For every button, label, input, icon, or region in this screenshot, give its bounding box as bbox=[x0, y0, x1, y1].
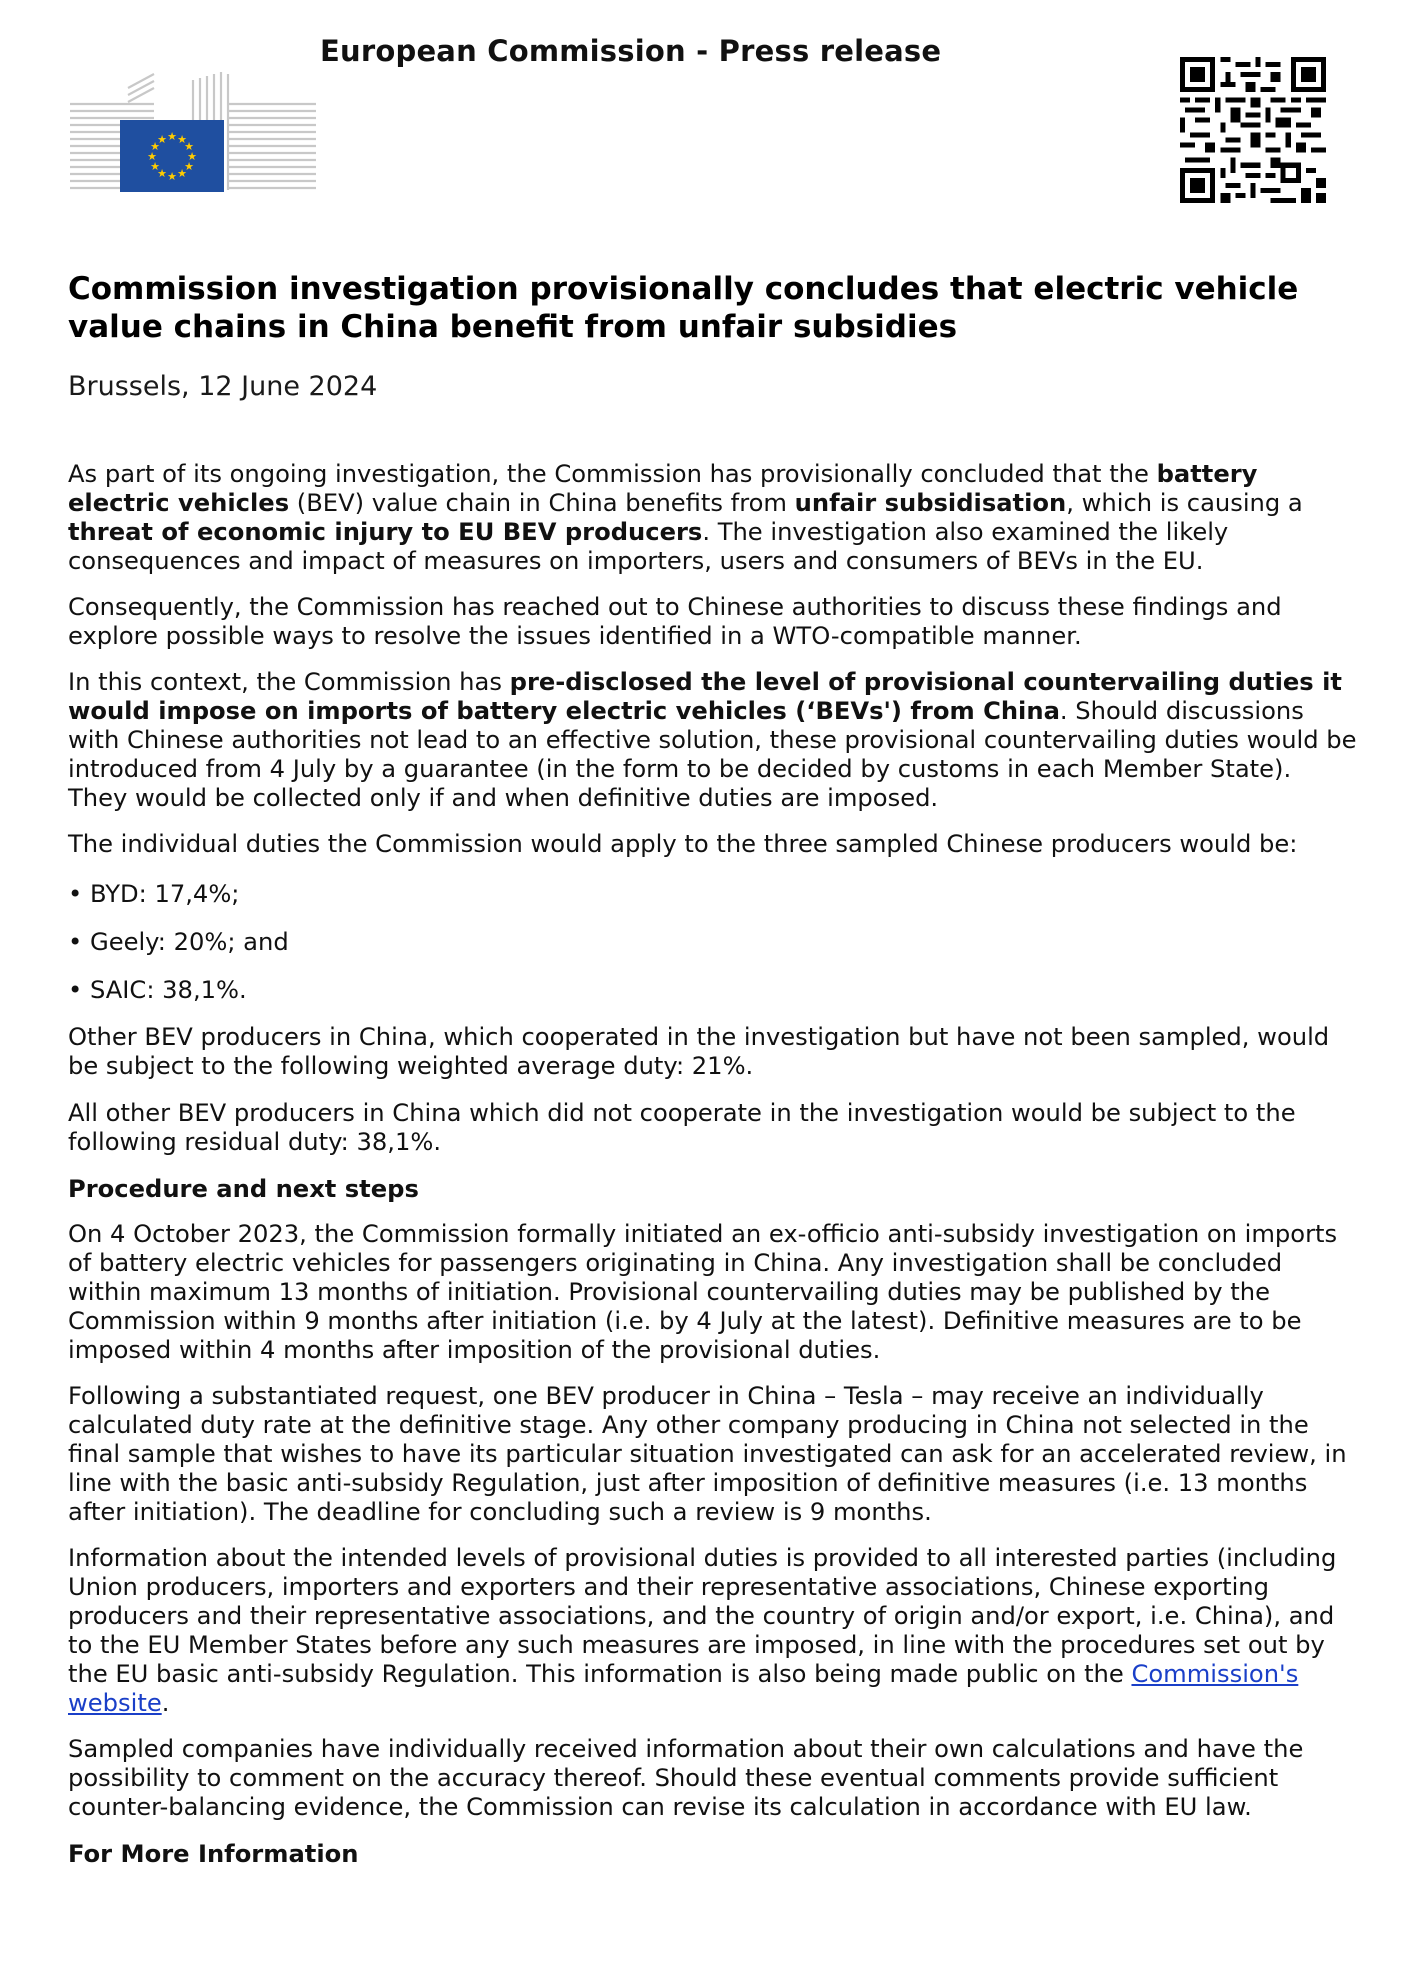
paragraph-sampled-companies: Sampled companies have individually received information about their own calculations and have the possibility to comment on the accuracy thereof. Should these eventual comments provide sufficient counter-balancing evidence, the Commission can revise its calculation in accordance with EU law. bbox=[68, 1735, 1304, 1821]
svg-text:★: ★ bbox=[184, 140, 194, 153]
paragraph-procedure: On 4 October 2023, the Commission formally initiated an ex-officio anti-subsidy investigation on imports of battery electric vehicles for passengers originating in China. Any investigation shall be concluded within maximum 13 months of initiation. Provisional countervailing duties may be published by the Commission within 9 months after initiation (i.e. by 4 July at the latest). Definitive measures are to be imposed within 4 months after imposition of the provisional duties. bbox=[68, 1220, 1338, 1364]
svg-text:★: ★ bbox=[150, 160, 160, 173]
press-release-article bbox=[68, 270, 1358, 1885]
article-body bbox=[68, 460, 1358, 1869]
text-run: In this context, the Commission has bbox=[68, 668, 510, 696]
svg-text:★: ★ bbox=[147, 150, 157, 163]
commission-website-link[interactable]: Commission's website bbox=[68, 1660, 1299, 1717]
svg-text:★: ★ bbox=[150, 140, 160, 153]
text-run: (BEV) value chain in China benefits from bbox=[289, 489, 795, 517]
paragraph-pre-disclosure bbox=[68, 668, 1358, 813]
section-heading-procedure: Procedure and next steps bbox=[68, 1175, 419, 1203]
bold-run: battery electric vehicles bbox=[68, 460, 1258, 517]
dateline: Brussels, 12 June 2024 bbox=[68, 371, 378, 402]
text-run: Information about the intended levels of provisional duties is provided to all interested parties (including Union producers, importers and exporters and their representative associations, Chinese exporting producers and their representative associations, and the country of origin and/or export, i.e. China), and to the EU Member States before any such measures are imposed, in line with the procedures set out by the EU basic anti-subsidy Regulation. This information is also being made public on the bbox=[68, 1544, 1337, 1688]
paragraph-findings bbox=[68, 460, 1358, 576]
svg-text:★: ★ bbox=[187, 150, 197, 163]
section-heading-more-information: For More Information bbox=[68, 1840, 359, 1868]
text-run: , which is causing a bbox=[1066, 489, 1303, 517]
bold-run: pre-disclosed the level of provisional countervailing duties it would impose on imports of battery electric vehicles (‘BEVs') from China bbox=[68, 668, 1342, 725]
list-item-byd: • BYD: 17,4%; bbox=[68, 880, 240, 908]
svg-text:★: ★ bbox=[184, 160, 194, 173]
headline: Commission investigation provisionally concludes that electric vehicle value chains in China benefit from unfair subsidies bbox=[68, 271, 1299, 345]
paragraph-residual-duty: All other BEV producers in China which did not cooperate in the investigation would be subject to the following residual duty: 38,1%. bbox=[68, 1099, 1296, 1156]
svg-text:★: ★ bbox=[167, 130, 177, 143]
text-run: . bbox=[161, 1689, 170, 1717]
paragraph-individual-duties: The individual duties the Commission would apply to the three sampled Chinese producers would be: bbox=[68, 830, 1298, 858]
text-run: . The investigation also examined the likely consequences and impact of measures on importers, users and consumers of BEVs in the EU. bbox=[68, 518, 1229, 575]
press-release-header: European Commission - Press release bbox=[320, 34, 942, 68]
svg-text:★: ★ bbox=[157, 133, 167, 146]
text-run: As part of its ongoing investigation, the Commission has provisionally concluded that the bbox=[68, 460, 1157, 488]
svg-text:★: ★ bbox=[177, 133, 187, 146]
eu-commission-logo-icon bbox=[68, 70, 318, 196]
svg-text:★: ★ bbox=[157, 167, 167, 180]
list-item-geely: • Geely: 20%; and bbox=[68, 928, 289, 956]
paragraph-information bbox=[68, 1544, 1358, 1718]
svg-text:★: ★ bbox=[177, 167, 187, 180]
svg-text:★: ★ bbox=[167, 170, 177, 183]
bold-run: threat of economic injury to EU BEV producers bbox=[68, 518, 703, 546]
qr-code-icon bbox=[1180, 57, 1326, 203]
bold-run: unfair subsidisation bbox=[794, 489, 1067, 517]
text-run: . Should discussions with Chinese authorities not lead to an effective solution, these provisional countervailing duties would be introduced from 4 July by a guarantee (in the form to be decided by customs in each Member State). They would be collected only if and when definitive duties are imposed. bbox=[68, 697, 1357, 812]
paragraph-outreach: Consequently, the Commission has reached out to Chinese authorities to discuss these findings and explore possible ways to resolve the issues identified in a WTO-compatible manner. bbox=[68, 593, 1282, 650]
list-item-saic: • SAIC: 38,1%. bbox=[68, 976, 247, 1004]
paragraph-cooperating-producers: Other BEV producers in China, which cooperated in the investigation but have not been sampled, would be subject to the following weighted average duty: 21%. bbox=[68, 1023, 1330, 1080]
paragraph-tesla: Following a substantiated request, one BEV producer in China – Tesla – may receive an individually calculated duty rate at the definitive stage. Any other company producing in China not selected in the final sample that wishes to have its particular situation investigated can ask for an accelerated review, in line with the basic anti-subsidy Regulation, just after imposition of definitive measures (i.e. 13 months after initiation). The deadline for concluding such a review is 9 months. bbox=[68, 1382, 1347, 1526]
